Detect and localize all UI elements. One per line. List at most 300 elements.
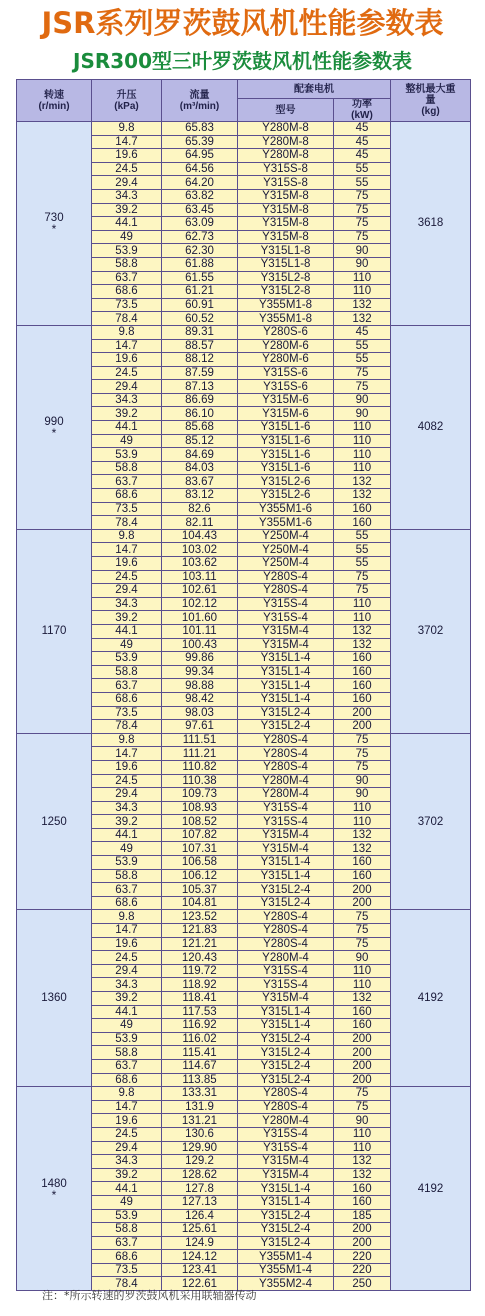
flow-cell: 125.61	[162, 1223, 238, 1237]
pressure-cell: 19.6	[92, 149, 162, 163]
motor-model-cell: Y250M-4	[238, 557, 334, 571]
flow-cell: 85.12	[162, 434, 238, 448]
pressure-cell: 49	[92, 1195, 162, 1209]
motor-power-cell: 160	[334, 1019, 391, 1033]
speed-cell	[17, 733, 92, 910]
motor-model-cell: Y315L1-4	[238, 1019, 334, 1033]
motor-model-cell: Y315M-4	[238, 638, 334, 652]
flow-cell: 63.82	[162, 189, 238, 203]
motor-power-cell: 90	[334, 788, 391, 802]
motor-model-cell: Y315L1-4	[238, 665, 334, 679]
flow-cell: 117.53	[162, 1005, 238, 1019]
pressure-cell: 49	[92, 434, 162, 448]
header-model: 型号	[238, 99, 334, 122]
motor-power-cell: 110	[334, 1127, 391, 1141]
flow-cell: 87.13	[162, 380, 238, 394]
speed-cell	[17, 325, 92, 529]
pressure-cell: 39.2	[92, 407, 162, 421]
weight-cell: 3702	[391, 529, 471, 733]
pressure-cell: 44.1	[92, 828, 162, 842]
flow-cell: 101.11	[162, 624, 238, 638]
flow-cell: 61.55	[162, 271, 238, 285]
header-flow-unit: (m³/min)	[179, 100, 220, 112]
flow-cell: 129.2	[162, 1155, 238, 1169]
motor-model-cell: Y355M1-6	[238, 502, 334, 516]
flow-cell: 110.82	[162, 760, 238, 774]
pressure-cell: 34.3	[92, 1155, 162, 1169]
motor-power-cell: 132	[334, 842, 391, 856]
motor-model-cell: Y280M-4	[238, 788, 334, 802]
motor-model-cell: Y315S-4	[238, 611, 334, 625]
pressure-cell: 58.8	[92, 1046, 162, 1060]
table-body	[17, 122, 471, 1291]
motor-model-cell: Y280S-6	[238, 325, 334, 339]
motor-power-cell: 55	[334, 339, 391, 353]
motor-power-cell: 160	[334, 1005, 391, 1019]
flow-cell: 86.10	[162, 407, 238, 421]
motor-power-cell: 55	[334, 176, 391, 190]
flow-cell: 118.92	[162, 978, 238, 992]
motor-power-cell: 75	[334, 747, 391, 761]
pressure-cell: 19.6	[92, 1114, 162, 1128]
motor-model-cell: Y315L2-4	[238, 1059, 334, 1073]
motor-power-cell: 90	[334, 407, 391, 421]
header-power-label: 功率	[352, 99, 372, 110]
header-flow-label: 流量	[189, 89, 210, 101]
motor-model-cell: Y315S-4	[238, 978, 334, 992]
flow-cell: 111.51	[162, 733, 238, 747]
flow-cell: 99.86	[162, 652, 238, 666]
motor-power-cell: 220	[334, 1263, 391, 1277]
pressure-cell: 49	[92, 230, 162, 244]
motor-model-cell: Y315S-4	[238, 801, 334, 815]
pressure-cell: 78.4	[92, 720, 162, 734]
motor-model-cell: Y355M1-4	[238, 1250, 334, 1264]
motor-power-cell: 200	[334, 883, 391, 897]
motor-model-cell: Y315S-6	[238, 380, 334, 394]
motor-power-cell: 110	[334, 815, 391, 829]
flow-cell: 98.03	[162, 706, 238, 720]
motor-model-cell: Y315M-6	[238, 407, 334, 421]
flow-cell: 121.21	[162, 937, 238, 951]
motor-model-cell: Y315M-8	[238, 203, 334, 217]
pressure-cell: 34.3	[92, 393, 162, 407]
motor-model-cell: Y315M-4	[238, 624, 334, 638]
weight-cell: 4192	[391, 1087, 471, 1291]
pressure-cell: 68.6	[92, 692, 162, 706]
motor-model-cell: Y280M-6	[238, 339, 334, 353]
motor-power-cell: 75	[334, 1087, 391, 1101]
pressure-cell: 53.9	[92, 244, 162, 258]
flow-cell: 89.31	[162, 325, 238, 339]
motor-power-cell: 200	[334, 896, 391, 910]
motor-model-cell: Y315L2-4	[238, 1223, 334, 1237]
motor-model-cell: Y315L2-4	[238, 1032, 334, 1046]
pressure-cell: 34.3	[92, 597, 162, 611]
flow-cell: 105.37	[162, 883, 238, 897]
flow-cell: 116.02	[162, 1032, 238, 1046]
coupling-drive-mark: *	[51, 222, 57, 237]
flow-cell: 103.11	[162, 570, 238, 584]
motor-model-cell: Y280S-4	[238, 570, 334, 584]
pressure-cell: 63.7	[92, 475, 162, 489]
pressure-cell: 58.8	[92, 1223, 162, 1237]
pressure-cell: 24.5	[92, 1127, 162, 1141]
motor-model-cell: Y355M1-8	[238, 312, 334, 326]
motor-model-cell: Y315L1-6	[238, 461, 334, 475]
performance-table	[16, 79, 471, 1291]
motor-power-cell: 200	[334, 1223, 391, 1237]
flow-cell: 107.31	[162, 842, 238, 856]
motor-power-cell: 45	[334, 149, 391, 163]
pressure-cell: 14.7	[92, 747, 162, 761]
flow-cell: 104.43	[162, 529, 238, 543]
motor-power-cell: 110	[334, 421, 391, 435]
pressure-cell: 14.7	[92, 924, 162, 938]
pressure-cell: 29.4	[92, 584, 162, 598]
flow-cell: 84.03	[162, 461, 238, 475]
pressure-cell: 68.6	[92, 1073, 162, 1087]
flow-cell: 133.31	[162, 1087, 238, 1101]
pressure-cell: 78.4	[92, 1277, 162, 1291]
flow-cell: 123.52	[162, 910, 238, 924]
motor-model-cell: Y315M-8	[238, 217, 334, 231]
motor-model-cell: Y315L1-8	[238, 244, 334, 258]
motor-model-cell: Y250M-4	[238, 543, 334, 557]
motor-model-cell: Y315L1-4	[238, 692, 334, 706]
flow-cell: 85.68	[162, 421, 238, 435]
motor-model-cell: Y315M-4	[238, 828, 334, 842]
flow-cell: 99.34	[162, 665, 238, 679]
motor-power-cell: 110	[334, 1141, 391, 1155]
flow-cell: 82.11	[162, 516, 238, 530]
flow-cell: 64.56	[162, 162, 238, 176]
pressure-cell: 78.4	[92, 312, 162, 326]
motor-power-cell: 55	[334, 557, 391, 571]
motor-power-cell: 132	[334, 489, 391, 503]
motor-power-cell: 110	[334, 964, 391, 978]
motor-model-cell: Y280S-4	[238, 584, 334, 598]
flow-cell: 104.81	[162, 896, 238, 910]
motor-power-cell: 90	[334, 393, 391, 407]
pressure-cell: 19.6	[92, 557, 162, 571]
table-row	[17, 910, 471, 924]
motor-model-cell: Y315L2-4	[238, 883, 334, 897]
speed-value: 1360	[41, 992, 67, 1005]
pressure-cell: 39.2	[92, 992, 162, 1006]
motor-power-cell: 75	[334, 584, 391, 598]
pressure-cell: 53.9	[92, 1032, 162, 1046]
flow-cell: 131.9	[162, 1100, 238, 1114]
motor-power-cell: 200	[334, 1032, 391, 1046]
motor-model-cell: Y315L2-4	[238, 706, 334, 720]
motor-model-cell: Y280S-4	[238, 924, 334, 938]
motor-model-cell: Y315S-4	[238, 1127, 334, 1141]
coupling-drive-mark: *	[51, 1187, 57, 1202]
motor-power-cell: 160	[334, 652, 391, 666]
pressure-cell: 39.2	[92, 815, 162, 829]
speed-cell	[17, 122, 92, 326]
header-weight-label: 整机最大重量	[405, 84, 456, 106]
motor-model-cell: Y315L1-4	[238, 869, 334, 883]
flow-cell: 113.85	[162, 1073, 238, 1087]
flow-cell: 108.93	[162, 801, 238, 815]
flow-cell: 83.12	[162, 489, 238, 503]
flow-cell: 87.59	[162, 366, 238, 380]
table-row	[17, 733, 471, 747]
pressure-cell: 44.1	[92, 1005, 162, 1019]
pressure-cell: 63.7	[92, 1059, 162, 1073]
flow-cell: 127.13	[162, 1195, 238, 1209]
weight-cell: 3618	[391, 122, 471, 326]
motor-power-cell: 110	[334, 448, 391, 462]
pressure-cell: 58.8	[92, 257, 162, 271]
motor-power-cell: 200	[334, 1059, 391, 1073]
pressure-cell: 58.8	[92, 665, 162, 679]
motor-model-cell: Y250M-4	[238, 529, 334, 543]
pressure-cell: 73.5	[92, 1263, 162, 1277]
motor-model-cell: Y315L2-4	[238, 1046, 334, 1060]
motor-power-cell: 250	[334, 1277, 391, 1291]
header-speed	[17, 80, 92, 122]
header-speed-label: 转速	[44, 89, 64, 101]
motor-power-cell: 110	[334, 978, 391, 992]
motor-power-cell: 90	[334, 244, 391, 258]
motor-power-cell: 160	[334, 1195, 391, 1209]
motor-power-cell: 160	[334, 869, 391, 883]
motor-model-cell: Y315L2-4	[238, 896, 334, 910]
motor-power-cell: 75	[334, 937, 391, 951]
motor-power-cell: 55	[334, 353, 391, 367]
header-speed-unit: (r/min)	[38, 100, 70, 112]
flow-cell: 103.62	[162, 557, 238, 571]
motor-model-cell: Y280M-4	[238, 951, 334, 965]
pressure-cell: 49	[92, 842, 162, 856]
header-motor-group: 配套电机	[238, 80, 391, 99]
pressure-cell: 24.5	[92, 162, 162, 176]
pressure-cell: 63.7	[92, 679, 162, 693]
motor-power-cell: 132	[334, 298, 391, 312]
motor-model-cell: Y315S-8	[238, 162, 334, 176]
flow-cell: 123.41	[162, 1263, 238, 1277]
speed-value: 1170	[41, 625, 67, 638]
flow-cell: 82.6	[162, 502, 238, 516]
pressure-cell: 14.7	[92, 543, 162, 557]
header-power	[334, 99, 391, 122]
flow-cell: 111.21	[162, 747, 238, 761]
motor-model-cell: Y280S-4	[238, 747, 334, 761]
flow-cell: 124.12	[162, 1250, 238, 1264]
pressure-cell: 73.5	[92, 298, 162, 312]
flow-cell: 65.39	[162, 135, 238, 149]
pressure-cell: 9.8	[92, 1087, 162, 1101]
motor-power-cell: 75	[334, 570, 391, 584]
motor-model-cell: Y315L1-4	[238, 856, 334, 870]
speed-value: 1480	[41, 1177, 67, 1190]
flow-cell: 124.9	[162, 1236, 238, 1250]
pressure-cell: 29.4	[92, 380, 162, 394]
flow-cell: 126.4	[162, 1209, 238, 1223]
flow-cell: 98.88	[162, 679, 238, 693]
motor-model-cell: Y315M-8	[238, 230, 334, 244]
flow-cell: 63.09	[162, 217, 238, 231]
motor-model-cell: Y315L1-6	[238, 434, 334, 448]
motor-power-cell: 132	[334, 1155, 391, 1169]
header-weight	[391, 80, 471, 122]
pressure-cell: 14.7	[92, 135, 162, 149]
motor-power-cell: 160	[334, 1182, 391, 1196]
motor-model-cell: Y315L1-6	[238, 421, 334, 435]
pressure-cell: 39.2	[92, 1168, 162, 1182]
motor-model-cell: Y315S-4	[238, 597, 334, 611]
speed-cell	[17, 529, 92, 733]
pressure-cell: 73.5	[92, 502, 162, 516]
pressure-cell: 14.7	[92, 1100, 162, 1114]
motor-model-cell: Y315M-4	[238, 992, 334, 1006]
pressure-cell: 44.1	[92, 1182, 162, 1196]
motor-power-cell: 75	[334, 230, 391, 244]
motor-model-cell: Y315M-4	[238, 1155, 334, 1169]
motor-power-cell: 75	[334, 1100, 391, 1114]
flow-cell: 120.43	[162, 951, 238, 965]
pressure-cell: 63.7	[92, 271, 162, 285]
flow-cell: 109.73	[162, 788, 238, 802]
motor-power-cell: 110	[334, 434, 391, 448]
motor-power-cell: 132	[334, 475, 391, 489]
flow-cell: 65.83	[162, 122, 238, 136]
speed-value: 730	[44, 212, 64, 225]
pressure-cell: 39.2	[92, 203, 162, 217]
pressure-cell: 53.9	[92, 856, 162, 870]
motor-model-cell: Y315L1-4	[238, 679, 334, 693]
pressure-cell: 9.8	[92, 529, 162, 543]
motor-power-cell: 55	[334, 529, 391, 543]
flow-cell: 107.82	[162, 828, 238, 842]
speed-value: 1250	[41, 815, 67, 828]
motor-model-cell: Y315L2-6	[238, 475, 334, 489]
pressure-cell: 14.7	[92, 339, 162, 353]
motor-model-cell: Y355M1-8	[238, 298, 334, 312]
motor-power-cell: 160	[334, 692, 391, 706]
motor-power-cell: 200	[334, 1073, 391, 1087]
motor-power-cell: 200	[334, 1046, 391, 1060]
flow-cell: 88.12	[162, 353, 238, 367]
table-row	[17, 1087, 471, 1101]
pressure-cell: 19.6	[92, 760, 162, 774]
motor-power-cell: 110	[334, 285, 391, 299]
motor-model-cell: Y280M-4	[238, 1114, 334, 1128]
pressure-cell: 53.9	[92, 1209, 162, 1223]
pressure-cell: 29.4	[92, 788, 162, 802]
flow-cell: 64.95	[162, 149, 238, 163]
motor-model-cell: Y280S-4	[238, 937, 334, 951]
flow-cell: 118.41	[162, 992, 238, 1006]
flow-cell: 62.30	[162, 244, 238, 258]
pressure-cell: 58.8	[92, 869, 162, 883]
speed-cell	[17, 910, 92, 1087]
motor-power-cell: 45	[334, 135, 391, 149]
flow-cell: 116.92	[162, 1019, 238, 1033]
pressure-cell: 24.5	[92, 366, 162, 380]
motor-power-cell: 90	[334, 774, 391, 788]
header-power-unit: (kW)	[351, 110, 373, 121]
motor-model-cell: Y280M-4	[238, 774, 334, 788]
speed-cell	[17, 1087, 92, 1291]
flow-cell: 100.43	[162, 638, 238, 652]
motor-model-cell: Y315S-4	[238, 1141, 334, 1155]
motor-power-cell: 75	[334, 760, 391, 774]
pressure-cell: 39.2	[92, 611, 162, 625]
motor-power-cell: 90	[334, 1114, 391, 1128]
motor-power-cell: 75	[334, 217, 391, 231]
pressure-cell: 68.6	[92, 285, 162, 299]
motor-model-cell: Y315L1-4	[238, 1182, 334, 1196]
motor-power-cell: 90	[334, 951, 391, 965]
motor-power-cell: 160	[334, 502, 391, 516]
flow-cell: 64.20	[162, 176, 238, 190]
motor-power-cell: 110	[334, 271, 391, 285]
motor-power-cell: 200	[334, 706, 391, 720]
motor-power-cell: 160	[334, 679, 391, 693]
flow-cell: 98.42	[162, 692, 238, 706]
motor-model-cell: Y315L2-6	[238, 489, 334, 503]
motor-power-cell: 132	[334, 312, 391, 326]
motor-power-cell: 200	[334, 1236, 391, 1250]
motor-power-cell: 185	[334, 1209, 391, 1223]
header-weight-unit: (kg)	[421, 106, 440, 117]
flow-cell: 86.69	[162, 393, 238, 407]
header-pressure	[92, 80, 162, 122]
pressure-cell: 29.4	[92, 176, 162, 190]
motor-model-cell: Y280S-4	[238, 910, 334, 924]
flow-cell: 106.12	[162, 869, 238, 883]
pressure-cell: 49	[92, 638, 162, 652]
pressure-cell: 29.4	[92, 964, 162, 978]
motor-power-cell: 110	[334, 597, 391, 611]
flow-cell: 88.57	[162, 339, 238, 353]
header-pressure-label: 升压	[116, 89, 137, 101]
pressure-cell: 44.1	[92, 217, 162, 231]
pressure-cell: 63.7	[92, 1236, 162, 1250]
motor-power-cell: 132	[334, 828, 391, 842]
weight-cell: 3702	[391, 733, 471, 910]
pressure-cell: 78.4	[92, 516, 162, 530]
pressure-cell: 44.1	[92, 624, 162, 638]
flow-cell: 60.52	[162, 312, 238, 326]
motor-power-cell: 75	[334, 910, 391, 924]
motor-power-cell: 160	[334, 856, 391, 870]
motor-power-cell: 75	[334, 733, 391, 747]
flow-cell: 61.21	[162, 285, 238, 299]
motor-power-cell: 75	[334, 924, 391, 938]
flow-cell: 121.83	[162, 924, 238, 938]
motor-model-cell: Y280S-4	[238, 733, 334, 747]
flow-cell: 106.58	[162, 856, 238, 870]
pressure-cell: 63.7	[92, 883, 162, 897]
motor-model-cell: Y355M1-6	[238, 516, 334, 530]
motor-power-cell: 132	[334, 992, 391, 1006]
flow-cell: 130.6	[162, 1127, 238, 1141]
pressure-cell: 68.6	[92, 1250, 162, 1264]
motor-power-cell: 75	[334, 366, 391, 380]
flow-cell: 102.61	[162, 584, 238, 598]
motor-power-cell: 132	[334, 624, 391, 638]
flow-cell: 97.61	[162, 720, 238, 734]
pressure-cell: 19.6	[92, 937, 162, 951]
motor-model-cell: Y280S-4	[238, 1087, 334, 1101]
pressure-cell: 53.9	[92, 652, 162, 666]
motor-power-cell: 132	[334, 1168, 391, 1182]
